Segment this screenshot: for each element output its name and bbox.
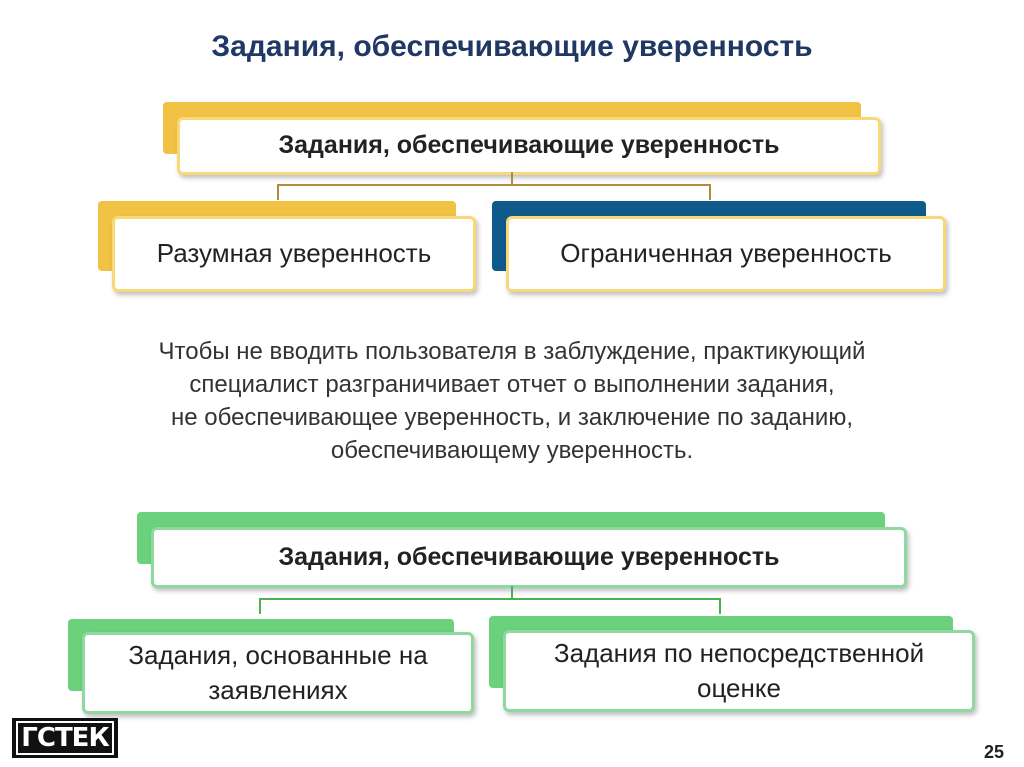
top-connector-bar [277, 184, 711, 186]
top-left-box [112, 216, 476, 292]
paragraph-line-3: не обеспечивающее уверенность, и заключение по заданию, [170, 404, 854, 432]
bottom-right-label-line-2: оценке [696, 673, 781, 703]
bottom-left-box [82, 632, 474, 714]
company-logo [12, 718, 118, 758]
paragraph-line-4: обеспечивающему уверенность. [330, 437, 694, 465]
paragraph-line-1: Чтобы не вводить пользователя в заблуждение, практикующий [158, 338, 866, 365]
bottom-root-label: Задания, обеспечивающие уверенность [278, 542, 780, 571]
top-root-label: Задания, обеспечивающие уверенность [278, 131, 780, 160]
bottom-connector-bar [259, 598, 721, 600]
bottom-left-label-line-2: заявлениях [208, 675, 348, 705]
bottom-right-box [503, 630, 975, 712]
bottom-left-label-line-1: Задания, основанные на [128, 639, 428, 670]
company-logo-text: ГСТЕК [16, 721, 113, 755]
bottom-root-box [151, 527, 907, 588]
bottom-connector-left [259, 598, 261, 614]
page-number: 25 [983, 742, 1004, 762]
top-root-box [177, 117, 881, 175]
top-left-label: Разумная уверенность [156, 238, 432, 269]
explanation-paragraph [80, 335, 944, 467]
top-right-box [506, 216, 946, 292]
bottom-right-label-line-1: Задания по непосредственной [553, 637, 925, 668]
slide-title: Задания, обеспечивающие уверенность [211, 30, 813, 63]
top-right-label: Ограниченная уверенность [560, 238, 892, 269]
paragraph-line-2: специалист разграничивает отчет о выполнении задания, [189, 371, 835, 399]
top-connector-right [709, 184, 711, 200]
top-connector-left [277, 184, 279, 200]
bottom-connector-right [719, 598, 721, 614]
